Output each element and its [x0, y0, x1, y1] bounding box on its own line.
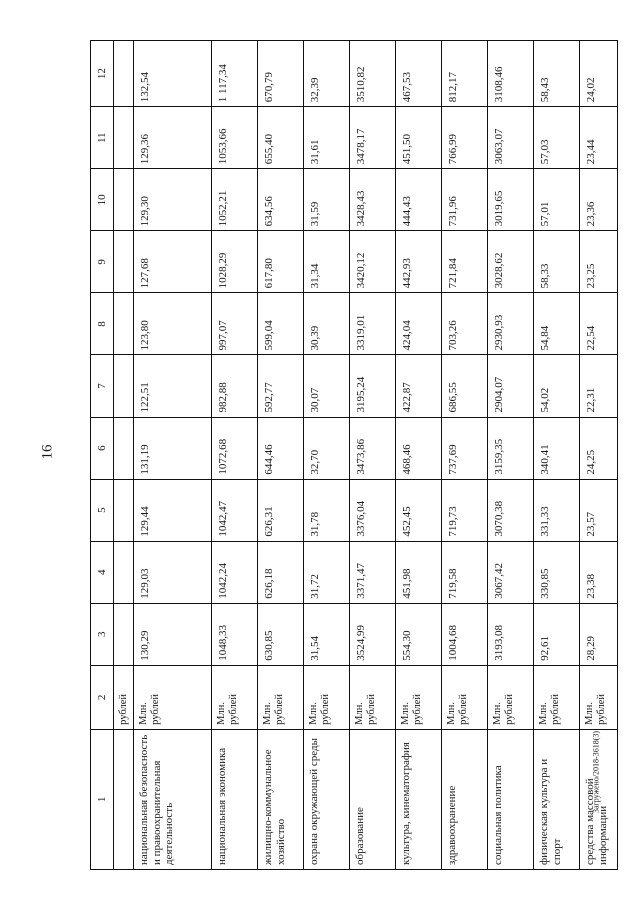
unit-label: рублей: [320, 694, 332, 725]
header-row: [91, 41, 114, 870]
value-cell: 3478,17: [350, 107, 396, 169]
category-name: средства массовой информации: [580, 729, 618, 869]
unit-label: Млн.: [584, 702, 595, 725]
value-cell: 3159,35: [488, 417, 534, 479]
value-cell: 703,26: [442, 293, 488, 355]
value-cell: 617,80: [258, 231, 304, 293]
rotated-table-container: [90, 40, 609, 870]
value-cell: 451,98: [396, 541, 442, 603]
value-cell: 554,30: [396, 603, 442, 665]
value-cell: 422,87: [396, 355, 442, 417]
value-cell: 452,45: [396, 479, 442, 541]
value-cell: 444,43: [396, 169, 442, 231]
value-cell: 54,84: [534, 293, 580, 355]
value-cell: 30,39: [304, 293, 350, 355]
value-cell: 23,38: [580, 541, 618, 603]
value-cell: 468,46: [396, 417, 442, 479]
value-cell: 599,04: [258, 293, 304, 355]
value-cell: 424,04: [396, 293, 442, 355]
value-cell: 3319,01: [350, 293, 396, 355]
page-number: 16: [39, 444, 56, 460]
header-cell: 4: [91, 541, 114, 603]
value-cell: 451,50: [396, 107, 442, 169]
value-cell: 31,78: [304, 479, 350, 541]
value-cell: 331,33: [534, 479, 580, 541]
table-cell: [114, 231, 134, 293]
category-name: социальная политика: [488, 729, 534, 869]
table-row: [442, 41, 488, 870]
value-cell: 57,01: [534, 169, 580, 231]
value-cell: 31,59: [304, 169, 350, 231]
registration-stamp: Загружено/2018-3618(3): [591, 730, 601, 814]
value-cell: 3376,04: [350, 479, 396, 541]
value-cell: 23,36: [580, 169, 618, 231]
value-cell: 997,07: [212, 293, 258, 355]
value-cell: 129,03: [134, 541, 212, 603]
value-cell: 812,17: [442, 41, 488, 107]
value-cell: 3428,43: [350, 169, 396, 231]
unit-label: рублей: [550, 694, 562, 725]
table-cell: [114, 41, 134, 107]
unit-label: Млн.: [308, 702, 319, 725]
value-cell: 24,02: [580, 41, 618, 107]
value-cell: 1 117,34: [212, 41, 258, 107]
category-name: национальная безопасность и правоохранительная деятельность: [134, 729, 212, 869]
value-cell: 766,99: [442, 107, 488, 169]
value-cell: 330,85: [534, 541, 580, 603]
value-cell: 1053,66: [212, 107, 258, 169]
value-cell: 32,39: [304, 41, 350, 107]
table-cell: [114, 729, 134, 869]
value-cell: 3019,65: [488, 169, 534, 231]
category-name: образование: [350, 729, 396, 869]
value-cell: 24,25: [580, 417, 618, 479]
budget-table: [90, 40, 618, 870]
table-row: [534, 41, 580, 870]
value-cell: 982,88: [212, 355, 258, 417]
value-cell: 670,79: [258, 41, 304, 107]
value-cell: 3420,12: [350, 231, 396, 293]
value-cell: 592,77: [258, 355, 304, 417]
unit-label: рублей: [412, 694, 424, 725]
value-cell: 57,03: [534, 107, 580, 169]
unit-cell: рублей: [114, 665, 134, 729]
unit-label: рублей: [366, 694, 378, 725]
category-name: культура, кинематография: [396, 729, 442, 869]
value-cell: 22,31: [580, 355, 618, 417]
category-name: национальная экономика: [212, 729, 258, 869]
value-cell: 3524,99: [350, 603, 396, 665]
table-row: [134, 41, 212, 870]
value-cell: 2930,93: [488, 293, 534, 355]
header-cell: 7: [91, 355, 114, 417]
unit-label: Млн.: [400, 702, 411, 725]
value-cell: 31,72: [304, 541, 350, 603]
table-row: [350, 41, 396, 870]
value-cell: 3067,42: [488, 541, 534, 603]
unit-cell: [134, 665, 212, 729]
value-cell: 31,61: [304, 107, 350, 169]
value-cell: 28,29: [580, 603, 618, 665]
value-cell: 3473,86: [350, 417, 396, 479]
value-cell: 54,02: [534, 355, 580, 417]
continuation-row: [114, 41, 134, 870]
value-cell: 31,54: [304, 603, 350, 665]
value-cell: 1028,29: [212, 231, 258, 293]
value-cell: 122,51: [134, 355, 212, 417]
table-row: [212, 41, 258, 870]
header-cell: 2: [91, 665, 114, 729]
header-cell: 3: [91, 603, 114, 665]
unit-cell: [304, 665, 350, 729]
value-cell: 737,69: [442, 417, 488, 479]
unit-cell: [212, 665, 258, 729]
table-row: [304, 41, 350, 870]
value-cell: 129,30: [134, 169, 212, 231]
header-cell: 1: [91, 729, 114, 869]
value-cell: 131,19: [134, 417, 212, 479]
header-cell: 10: [91, 169, 114, 231]
unit-cell: [488, 665, 534, 729]
unit-label: Млн.: [262, 702, 273, 725]
value-cell: 1048,33: [212, 603, 258, 665]
unit-cell: [534, 665, 580, 729]
value-cell: 626,18: [258, 541, 304, 603]
value-cell: 719,73: [442, 479, 488, 541]
header-cell: 9: [91, 231, 114, 293]
unit-cell: [258, 665, 304, 729]
category-name: здравоохранение: [442, 729, 488, 869]
category-name: охрана окружающей среды: [304, 729, 350, 869]
value-cell: 442,93: [396, 231, 442, 293]
unit-label: Млн.: [138, 702, 149, 725]
table-cell: [114, 603, 134, 665]
header-cell: 11: [91, 107, 114, 169]
value-cell: 3193,08: [488, 603, 534, 665]
value-cell: 2904,07: [488, 355, 534, 417]
unit-cell: [396, 665, 442, 729]
table-cell: [114, 293, 134, 355]
value-cell: 32,70: [304, 417, 350, 479]
header-cell: 8: [91, 293, 114, 355]
value-cell: 23,44: [580, 107, 618, 169]
unit-label: рублей: [504, 694, 516, 725]
value-cell: 626,31: [258, 479, 304, 541]
value-cell: 655,40: [258, 107, 304, 169]
value-cell: 3510,82: [350, 41, 396, 107]
value-cell: 31,34: [304, 231, 350, 293]
value-cell: 23,25: [580, 231, 618, 293]
value-cell: 130,29: [134, 603, 212, 665]
value-cell: 127,68: [134, 231, 212, 293]
table-cell: [114, 107, 134, 169]
category-name: жилищно-коммунальное хозяйство: [258, 729, 304, 869]
unit-label: Млн.: [354, 702, 365, 725]
table-cell: [114, 541, 134, 603]
value-cell: 719,58: [442, 541, 488, 603]
value-cell: 340,41: [534, 417, 580, 479]
table-row: [488, 41, 534, 870]
unit-label: Млн.: [216, 702, 227, 725]
table-cell: [114, 417, 134, 479]
value-cell: 132,54: [134, 41, 212, 107]
unit-label: Млн.: [446, 702, 457, 725]
value-cell: 58,33: [534, 231, 580, 293]
value-cell: 721,84: [442, 231, 488, 293]
value-cell: 22,54: [580, 293, 618, 355]
value-cell: 58,43: [534, 41, 580, 107]
header-cell: 12: [91, 41, 114, 107]
value-cell: 23,57: [580, 479, 618, 541]
unit-cell: [442, 665, 488, 729]
value-cell: 3108,46: [488, 41, 534, 107]
value-cell: 467,53: [396, 41, 442, 107]
value-cell: 1072,68: [212, 417, 258, 479]
table-cell: [114, 479, 134, 541]
unit-label: рублей: [274, 694, 286, 725]
value-cell: 3063,07: [488, 107, 534, 169]
unit-label: Млн.: [492, 702, 503, 725]
value-cell: 3195,24: [350, 355, 396, 417]
value-cell: 630,85: [258, 603, 304, 665]
value-cell: 3070,38: [488, 479, 534, 541]
table-cell: [114, 169, 134, 231]
unit-cell: [580, 665, 618, 729]
value-cell: 1052,21: [212, 169, 258, 231]
unit-label: рублей: [458, 694, 470, 725]
value-cell: 3028,62: [488, 231, 534, 293]
header-cell: 6: [91, 417, 114, 479]
value-cell: 129,44: [134, 479, 212, 541]
value-cell: 3371,47: [350, 541, 396, 603]
unit-label: Млн.: [538, 702, 549, 725]
unit-label: рублей: [150, 694, 162, 725]
value-cell: 123,80: [134, 293, 212, 355]
value-cell: 644,46: [258, 417, 304, 479]
value-cell: 30,07: [304, 355, 350, 417]
value-cell: 1042,47: [212, 479, 258, 541]
category-name: физическая культура и спорт: [534, 729, 580, 869]
value-cell: 634,56: [258, 169, 304, 231]
table-row: [396, 41, 442, 870]
value-cell: 686,55: [442, 355, 488, 417]
header-cell: 5: [91, 479, 114, 541]
table-row: [258, 41, 304, 870]
unit-cell: [350, 665, 396, 729]
unit-label: рублей: [596, 694, 608, 725]
value-cell: 129,36: [134, 107, 212, 169]
value-cell: 1042,24: [212, 541, 258, 603]
unit-label: рублей: [228, 694, 240, 725]
table-cell: [114, 355, 134, 417]
value-cell: 92,61: [534, 603, 580, 665]
value-cell: 731,96: [442, 169, 488, 231]
value-cell: 1004,68: [442, 603, 488, 665]
